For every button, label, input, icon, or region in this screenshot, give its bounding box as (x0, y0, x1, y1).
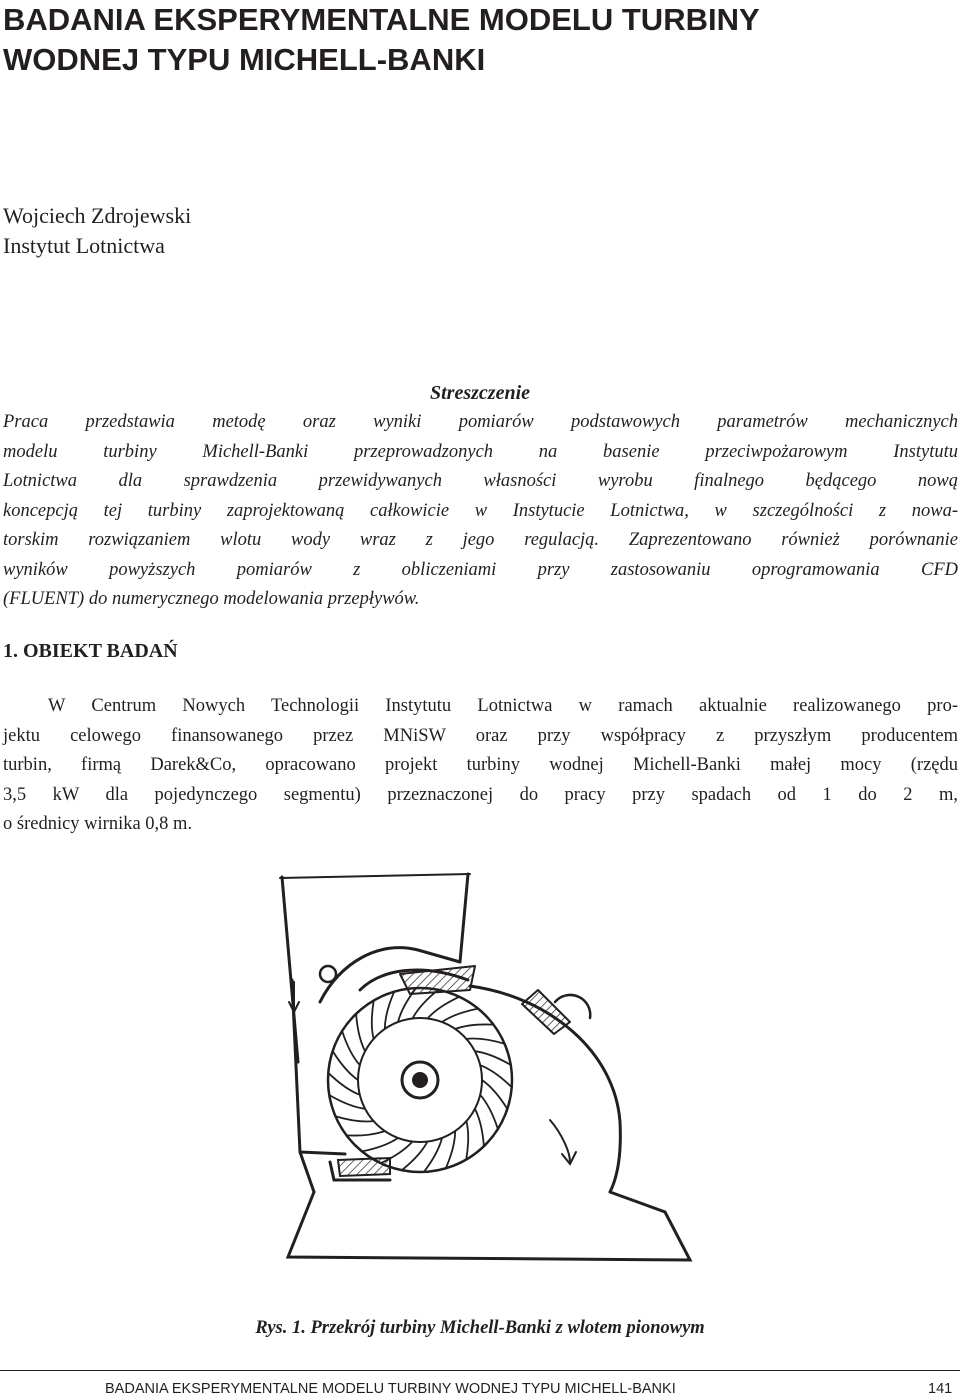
runner-blade (356, 1014, 365, 1051)
body-line: 3,5 kW dla pojedynczego segmentu) przeznaczonej do pracy przy spadach od 1 do 2 m, (3, 784, 958, 805)
abstract-line: (FLUENT) do numerycznego modelowania przepływów. (3, 589, 420, 609)
inlet-right-wall (460, 874, 468, 962)
abstract-line: Lotnictwa dla sprawdzenia przewidywanych własności wyrobu finalnego będącego nową (3, 471, 958, 491)
runner-blade (347, 1131, 385, 1136)
runner-blade (466, 1039, 504, 1044)
abstract-line: wyników powyższych pomiarów z obliczeniami przy zastosowaniu oprogramowania CFD (3, 559, 958, 580)
title-line: BADANIA EKSPERYMENTALNE MODELU TURBINY (3, 2, 760, 37)
section-heading: 1. OBIEKT BADAŃ (3, 640, 178, 662)
runner-blade (328, 1073, 360, 1095)
author-affiliation: Instytut Lotnictwa (3, 233, 165, 258)
turbine-cross-section-figure (270, 862, 700, 1307)
abstract-line: koncepcją tej turbiny zaprojektowaną całkowicie w Instytucie Lotnictwa, w szczególności z nowa- (3, 500, 958, 521)
abstract-line: modelu turbiny Michell-Banki przeprowadzonych na basenie przeciwpożarowym Instytutu (3, 441, 958, 462)
body-line: o średnicy wirnika 0,8 m. (3, 814, 193, 834)
page-number: 141 (928, 1381, 953, 1397)
paper-title (3, 0, 943, 80)
runner-blade (362, 1138, 398, 1151)
runner-blade (342, 1031, 360, 1065)
runner-blade (335, 1116, 373, 1121)
title-line: WODNEJ TYPU MICHELL-BANKI (3, 42, 486, 77)
figure-caption: Rys. 1. Przekrój turbiny Michell-Banki z wlotem pionowym (255, 1318, 705, 1338)
runner-blade (442, 1009, 478, 1022)
runner-blade (480, 1095, 498, 1129)
body-line: W Centrum Nowych Technologii Instytutu Lotnictwa w ramach aktualnie realizowanego pro- (48, 696, 958, 716)
runner-blade (475, 1109, 484, 1146)
runner-blade (455, 1024, 493, 1029)
body-line: jektu celowego finansowanego przez MNiSW oraz przy współpracy z przyszłym producentem (3, 725, 958, 746)
author-name: Wojciech Zdrojewski (3, 203, 192, 228)
runner-blade (402, 1142, 428, 1171)
runner-blade (333, 1051, 358, 1080)
runner-blade (480, 1065, 512, 1087)
running-title: BADANIA EKSPERYMENTALNE MODELU TURBINY WODNEJ TYPU MICHELL-BANKI (105, 1381, 676, 1397)
runner-blade (372, 1000, 374, 1039)
footer-rule (0, 1370, 960, 1371)
abstract-heading: Streszczenie (430, 382, 530, 404)
abstract-line: Praca przedstawia metodę oraz wyniki pomiarów podstawowych parametrów mechanicznych (3, 412, 958, 432)
turbine-drawing (270, 862, 700, 1307)
runner-blade (482, 1080, 507, 1109)
body-line: turbin, firmą Darek&Co, opracowano projekt turbiny wodnej Michell-Banki małej mocy (rzędu (3, 755, 958, 775)
runner-blade (466, 1121, 468, 1160)
abstract-line: torskim rozwiązaniem wlotu wody wraz z jego regulacją. Zaprezentowano również porównanie (3, 530, 958, 550)
section-body (3, 692, 958, 840)
abstract-body (3, 408, 958, 615)
